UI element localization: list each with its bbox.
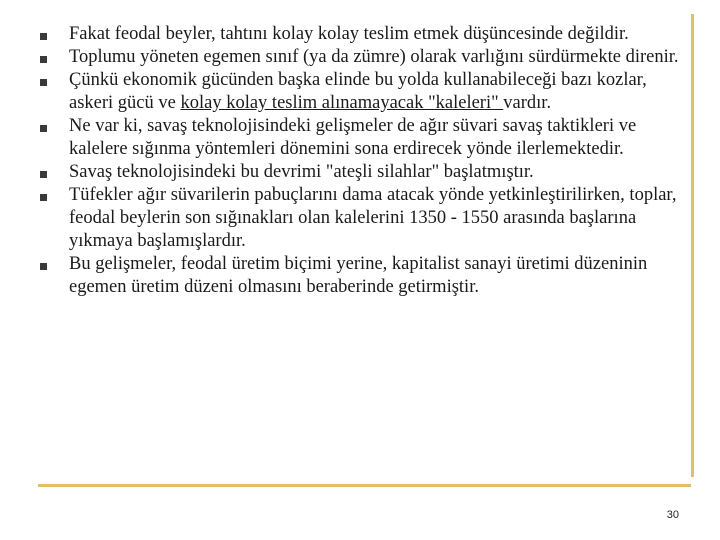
underlined-phrase: kolay kolay teslim alınamayacak "kaleleri" — [180, 93, 504, 113]
page-number: 30 — [666, 509, 679, 521]
bullet-item — [40, 46, 690, 69]
bullet-text-start: Çünkü ekonomik gücünden başka elinde bu yolda kullanabileceği bazı kozlar, askeri gücü ve — [69, 70, 647, 113]
frame-vertical-line — [691, 14, 694, 477]
bullet-item — [40, 69, 690, 115]
bullet-item — [40, 253, 690, 299]
square-bullet-icon — [40, 171, 47, 178]
bullet-item — [40, 115, 690, 161]
bullet-item — [40, 23, 690, 46]
square-bullet-icon — [40, 79, 47, 86]
bullet-text: Savaş teknolojisindeki bu devrimi "ateşli silahlar" başlatmıştır. — [69, 162, 534, 182]
bullet-item — [40, 184, 690, 253]
bullet-text-end: vardır. — [503, 93, 552, 113]
bullet-text: Toplumu yöneten egemen sınıf (ya da zümre) olarak varlığını sürdürmekte direnir. — [69, 47, 679, 67]
square-bullet-icon — [40, 33, 47, 40]
bullet-text: Fakat feodal beyler, tahtını kolay kolay teslim etmek düşüncesinde değildir. — [69, 24, 629, 44]
frame-horizontal-line — [38, 484, 691, 487]
bullet-item — [40, 161, 690, 184]
bullet-list — [40, 23, 690, 299]
bullet-text: Tüfekler ağır süvarilerin pabuçlarını dama atacak yönde yetkinleştirilirken, toplar, feodal beylerin son sığınakları olan kalelerini 1350 - 1550 arasında başlarına yıkmaya başlamışlardır. — [69, 185, 677, 251]
square-bullet-icon — [40, 56, 47, 63]
bullet-text: Ne var ki, savaş teknolojisindeki gelişmeler de ağır süvari savaş taktikleri ve kalelere sığınma yöntemleri dönemini sona erdirecek yönde ilerlemektedir. — [69, 116, 637, 159]
square-bullet-icon — [40, 263, 47, 270]
square-bullet-icon — [40, 125, 47, 132]
bullet-text: Bu gelişmeler, feodal üretim biçimi yerine, kapitalist sanayi üretimi düzeninin egemen üretim düzeni olmasını beraberinde getirmiştir. — [69, 254, 648, 297]
square-bullet-icon — [40, 194, 47, 201]
